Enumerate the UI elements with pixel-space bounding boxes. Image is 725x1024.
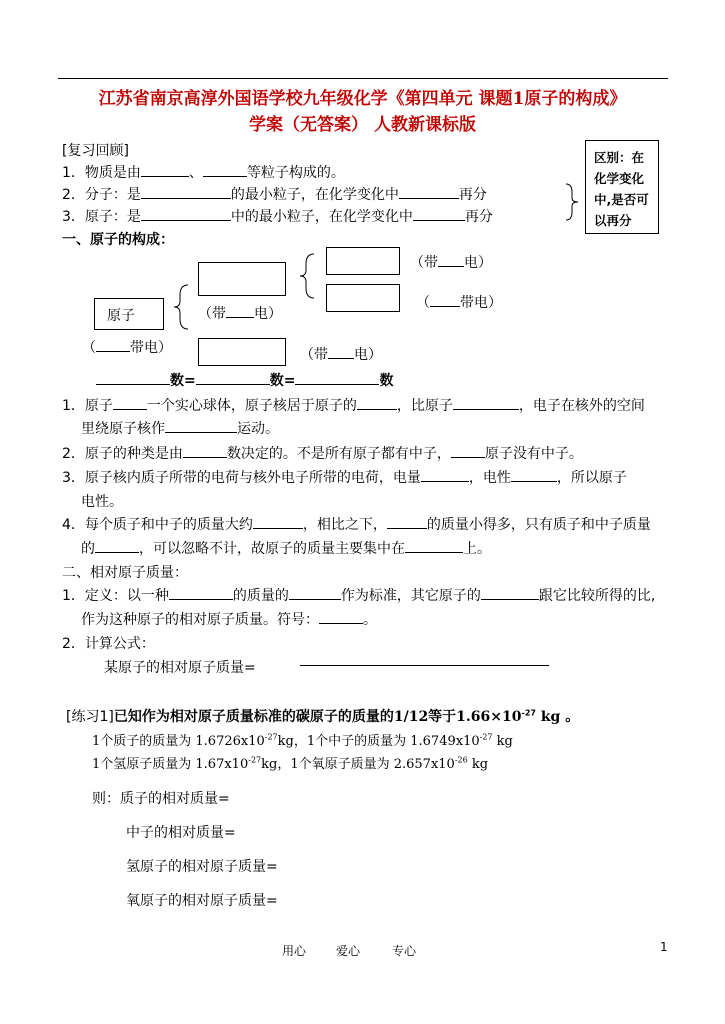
left-brace-icon	[170, 283, 192, 331]
item-text: 。	[363, 612, 377, 628]
exponent: -27	[521, 708, 536, 718]
item-text: 一个实心球体，原子核居于原子的	[146, 398, 357, 414]
item-text: ，电子在核外的空间	[518, 398, 645, 414]
blank[interactable]	[141, 208, 231, 221]
practice-line2	[92, 753, 488, 772]
exponent: -27	[479, 732, 493, 742]
item-text: 上。	[463, 541, 491, 557]
practice-text: kg，1个氧原子质量为 2.657x10	[261, 757, 455, 772]
item-text: 原子核内质子所带的电荷与核外电子所带的电荷，电量	[84, 470, 421, 486]
item-text: 、	[188, 165, 203, 181]
blank[interactable]	[203, 164, 247, 177]
practice-text: kg	[467, 757, 489, 772]
s2-calc	[62, 633, 155, 653]
item-text: 运动。	[237, 421, 279, 437]
neutron-charge	[416, 292, 502, 312]
blank[interactable]	[319, 611, 363, 624]
paren: 带电）	[130, 340, 172, 356]
practice-text: kg	[492, 734, 513, 749]
paren: 电）	[354, 347, 382, 363]
paren: 电）	[464, 255, 492, 271]
note-line: 中,是否可	[594, 192, 649, 207]
nucleus-charge	[198, 303, 282, 323]
item-number: 4．	[62, 517, 85, 533]
practice-tag: [练习1]	[66, 709, 114, 725]
blank[interactable]	[96, 339, 130, 352]
nucleus-box[interactable]	[198, 262, 286, 296]
review-item-2	[62, 184, 487, 204]
item-number: 2．	[62, 446, 85, 462]
blank[interactable]	[405, 540, 463, 553]
review-item-3	[62, 206, 493, 226]
item-text: 原子：是	[84, 209, 141, 225]
item-text: 原子的种类是由	[84, 446, 183, 462]
blank[interactable]	[413, 208, 465, 221]
review-heading: [复习回顾]	[62, 143, 129, 159]
item-text: ，比原子	[396, 398, 453, 414]
neutron-box[interactable]	[326, 284, 400, 312]
answer-oxygen: 氧原子的相对原子质量=	[126, 893, 278, 909]
item-text: 的质量小得多，只有质子和中子质量	[426, 517, 651, 533]
s1-item-4-cont	[81, 538, 491, 558]
blank[interactable]	[481, 587, 539, 600]
exponent: -27	[264, 732, 278, 742]
blank[interactable]	[399, 186, 459, 199]
blank[interactable]	[430, 294, 460, 307]
blank[interactable]	[421, 469, 469, 482]
item-text: 等粒子构成的。	[246, 165, 345, 181]
practice-text: 1个氢原子质量为 1.67x10	[92, 757, 249, 772]
item-text: 原子没有中子。	[484, 446, 583, 462]
paren: 电）	[254, 306, 282, 322]
blank[interactable]	[141, 186, 231, 199]
page-number: 1	[660, 940, 668, 954]
item-text: 分子：是	[84, 187, 141, 203]
footer-word: 用心	[282, 944, 307, 958]
note-line: 化学变化	[594, 171, 645, 186]
blank[interactable]	[451, 445, 485, 458]
answer-proton: 则：质子的相对质量=	[92, 791, 230, 807]
fraction-line	[300, 665, 549, 666]
item-number: 3．	[62, 209, 85, 225]
exponent: -26	[454, 755, 468, 765]
paren: （带	[198, 306, 226, 322]
item-text: 每个质子和中子的质量大约	[84, 517, 253, 533]
practice-line1	[92, 730, 513, 749]
eq-text: 数	[379, 373, 394, 389]
exponent: -27	[248, 755, 262, 765]
practice-text: kg，1个中子的质量为 1.6749x10	[277, 734, 480, 749]
practice-text: 1个质子的质量为 1.6726x10	[92, 734, 265, 749]
practice-text: kg 。	[535, 709, 580, 725]
blank[interactable]	[113, 397, 147, 410]
left-brace-icon	[296, 252, 318, 300]
title-line2: 学案（无答案） 人教新课标版	[249, 115, 476, 135]
formula-label: 某原子的相对原子质量=	[104, 660, 256, 676]
item-text: 再分	[458, 187, 487, 203]
item-number: 2．	[62, 187, 85, 203]
section1-heading: 一、原子的构成：	[62, 232, 174, 248]
item-text: 作为标准，其它原子的	[340, 588, 481, 604]
paren: 带电）	[460, 295, 502, 311]
atom-box	[94, 298, 164, 330]
item-text: 定义：以一种	[84, 588, 169, 604]
item-text: 中的最小粒子，在化学变化中	[230, 209, 413, 225]
s1-item-1-cont	[81, 418, 279, 438]
blank[interactable]	[196, 372, 270, 385]
item-text: 再分	[464, 209, 493, 225]
blank[interactable]	[141, 164, 189, 177]
paren: （	[416, 295, 430, 311]
blank[interactable]	[511, 469, 557, 482]
paren: （带	[410, 255, 438, 271]
practice-text: 已知作为相对原子质量标准的碳原子的质量的1/12等于1.66×10	[113, 709, 522, 725]
item-number: 3．	[62, 470, 85, 486]
s1-item-1	[62, 395, 645, 415]
paren: （	[82, 340, 96, 356]
item-text: ，相比之下，	[302, 517, 387, 533]
practice-heading	[66, 706, 579, 726]
answer-neutron: 中子的相对质量=	[126, 825, 236, 841]
item-text: 的最小粒子，在化学变化中	[230, 187, 399, 203]
s2-definition-cont	[81, 609, 377, 629]
item-text: 物质是由	[84, 165, 141, 181]
s1-item-4	[62, 514, 651, 534]
footer-word: 专心	[392, 944, 417, 958]
blank[interactable]	[357, 397, 397, 410]
electron-charge	[300, 344, 382, 364]
item-text: 原子	[84, 398, 113, 414]
section2-heading: 二、相对原子质量：	[62, 565, 188, 581]
item-number: 1．	[62, 588, 85, 604]
item-number: 1．	[62, 398, 85, 414]
electron-box[interactable]	[198, 338, 286, 366]
eq-text: 数=	[170, 373, 196, 389]
blank[interactable]	[438, 254, 464, 267]
blank[interactable]	[387, 516, 427, 529]
s1-item-3-cont: 电性。	[81, 494, 123, 510]
s1-item-2	[62, 443, 583, 463]
note-line: 以再分	[594, 213, 632, 228]
blank[interactable]	[165, 420, 237, 433]
blank[interactable]	[96, 372, 170, 385]
atom-charge	[82, 337, 172, 357]
blank[interactable]	[183, 445, 227, 458]
blank[interactable]	[295, 372, 379, 385]
s1-item-3	[62, 467, 627, 487]
item-text: 数决定的。不是所有原子都有中子，	[226, 446, 451, 462]
item-text: 里绕原子核作	[81, 421, 165, 437]
blank[interactable]	[95, 540, 139, 553]
item-text: 跟它比较所得的比,	[538, 588, 656, 604]
footer-word: 爱心	[336, 944, 361, 958]
s2-definition	[62, 585, 655, 605]
note-box	[585, 140, 659, 234]
eq-text: 数=	[269, 373, 296, 389]
item-text: ，可以忽略不计，故原子的质量主要集中在	[139, 541, 405, 557]
answer-hydrogen: 氢原子的相对原子质量=	[126, 859, 278, 875]
right-brace-icon	[562, 182, 582, 222]
title-line1: 江苏省南京高淳外国语学校九年级化学《第四单元 课题1原子的构成》	[98, 89, 627, 109]
note-line: 区别：在	[594, 150, 645, 165]
blank[interactable]	[289, 587, 341, 600]
blank[interactable]	[253, 516, 303, 529]
count-equation	[96, 370, 393, 390]
blank[interactable]	[453, 397, 519, 410]
review-item-1	[62, 162, 345, 182]
blank[interactable]	[328, 346, 354, 359]
item-number: 2．	[62, 636, 85, 652]
proton-box[interactable]	[326, 247, 400, 275]
item-number: 1．	[62, 165, 85, 181]
proton-charge	[410, 252, 492, 272]
item-text: 的质量的	[232, 588, 289, 604]
item-text: ，电性	[468, 470, 511, 486]
item-text: 的	[81, 541, 95, 557]
item-text: 计算公式：	[84, 636, 155, 652]
blank[interactable]	[169, 587, 233, 600]
blank[interactable]	[226, 305, 254, 318]
item-text: 作为这种原子的相对原子质量。符号：	[81, 612, 319, 628]
paren: （带	[300, 347, 328, 363]
atom-label: 原子	[107, 308, 135, 324]
item-text: ，所以原子	[556, 470, 627, 486]
header-rule	[58, 78, 668, 79]
